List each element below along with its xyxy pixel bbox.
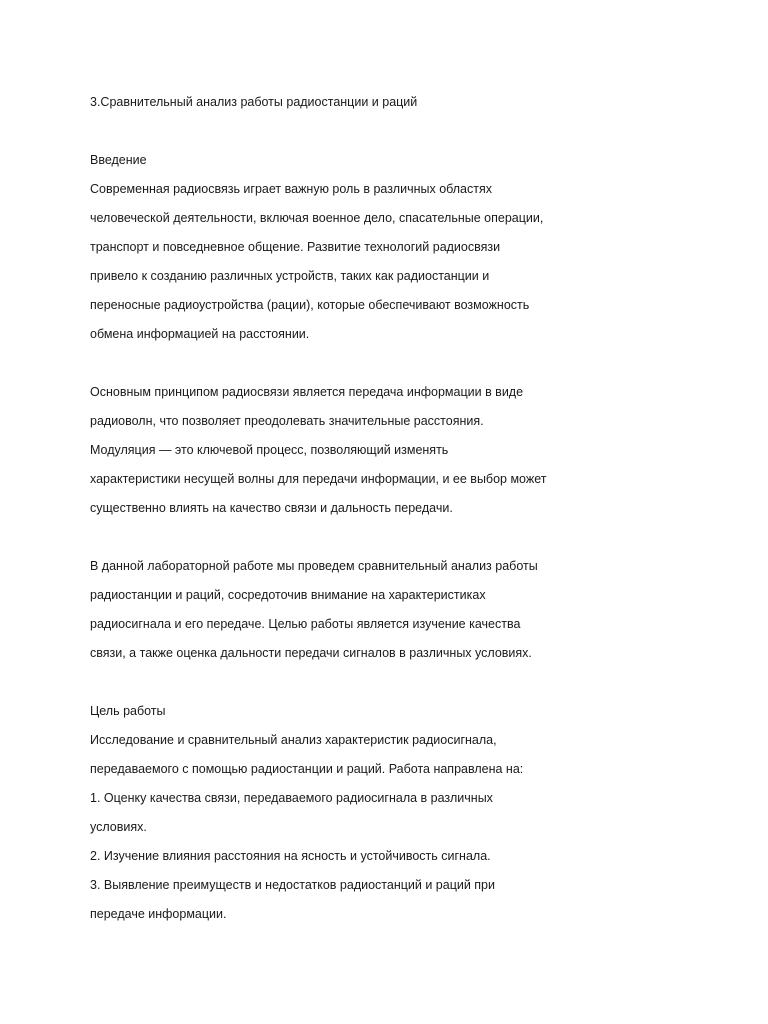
paragraph-line: существенно влиять на качество связи и дальность передачи. (90, 501, 453, 515)
paragraph-line: радиосигнала и его передаче. Целью работы является изучение качества (90, 617, 521, 631)
paragraph-line: передаваемого с помощью радиостанции и раций. Работа направлена на: (90, 762, 524, 776)
list-item-continuation: передаче информации. (90, 907, 227, 921)
spacer (90, 523, 570, 552)
paragraph-line: радиостанции и раций, сосредоточив внимание на характеристиках (90, 588, 486, 602)
paragraph-line: Современная радиосвязь играет важную роль в различных областях (90, 182, 492, 196)
paragraph-line: обмена информацией на расстоянии. (90, 327, 310, 341)
list-item: 2. Изучение влияния расстояния на ясность и устойчивость сигнала. (90, 849, 491, 863)
section-heading-introduction: Введение (90, 153, 147, 167)
paragraph-line: связи, а также оценка дальности передачи сигналов в различных условиях. (90, 646, 532, 660)
document-title: 3.Сравнительный анализ работы радиостанции и раций (90, 95, 418, 109)
paragraph-line: характеристики несущей волны для передачи информации, и ее выбор может (90, 472, 547, 486)
spacer (90, 668, 570, 697)
paragraph-line: В данной лабораторной работе мы проведем сравнительный анализ работы (90, 559, 538, 573)
spacer (90, 117, 570, 146)
section-heading-goal: Цель работы (90, 704, 166, 718)
paragraph-line: транспорт и повседневное общение. Развитие технологий радиосвязи (90, 240, 501, 254)
paragraph-line: человеческой деятельности, включая военное дело, спасательные операции, (90, 211, 544, 225)
document-body (90, 88, 570, 929)
paragraph-line: Модуляция — это ключевой процесс, позволяющий изменять (90, 443, 449, 457)
paragraph-line: переносные радиоустройства (рации), которые обеспечивают возможность (90, 298, 530, 312)
list-item: 3. Выявление преимуществ и недостатков радиостанций и раций при (90, 878, 495, 892)
spacer (90, 349, 570, 378)
paragraph-line: радиоволн, что позволяет преодолевать значительные расстояния. (90, 414, 484, 428)
list-item-continuation: условиях. (90, 820, 147, 834)
paragraph-line: Исследование и сравнительный анализ характеристик радиосигнала, (90, 733, 497, 747)
paragraph-line: привело к созданию различных устройств, таких как радиостанции и (90, 269, 490, 283)
list-item: 1. Оценку качества связи, передаваемого радиосигнала в различных (90, 791, 493, 805)
paragraph-line: Основным принципом радиосвязи является передача информации в виде (90, 385, 524, 399)
